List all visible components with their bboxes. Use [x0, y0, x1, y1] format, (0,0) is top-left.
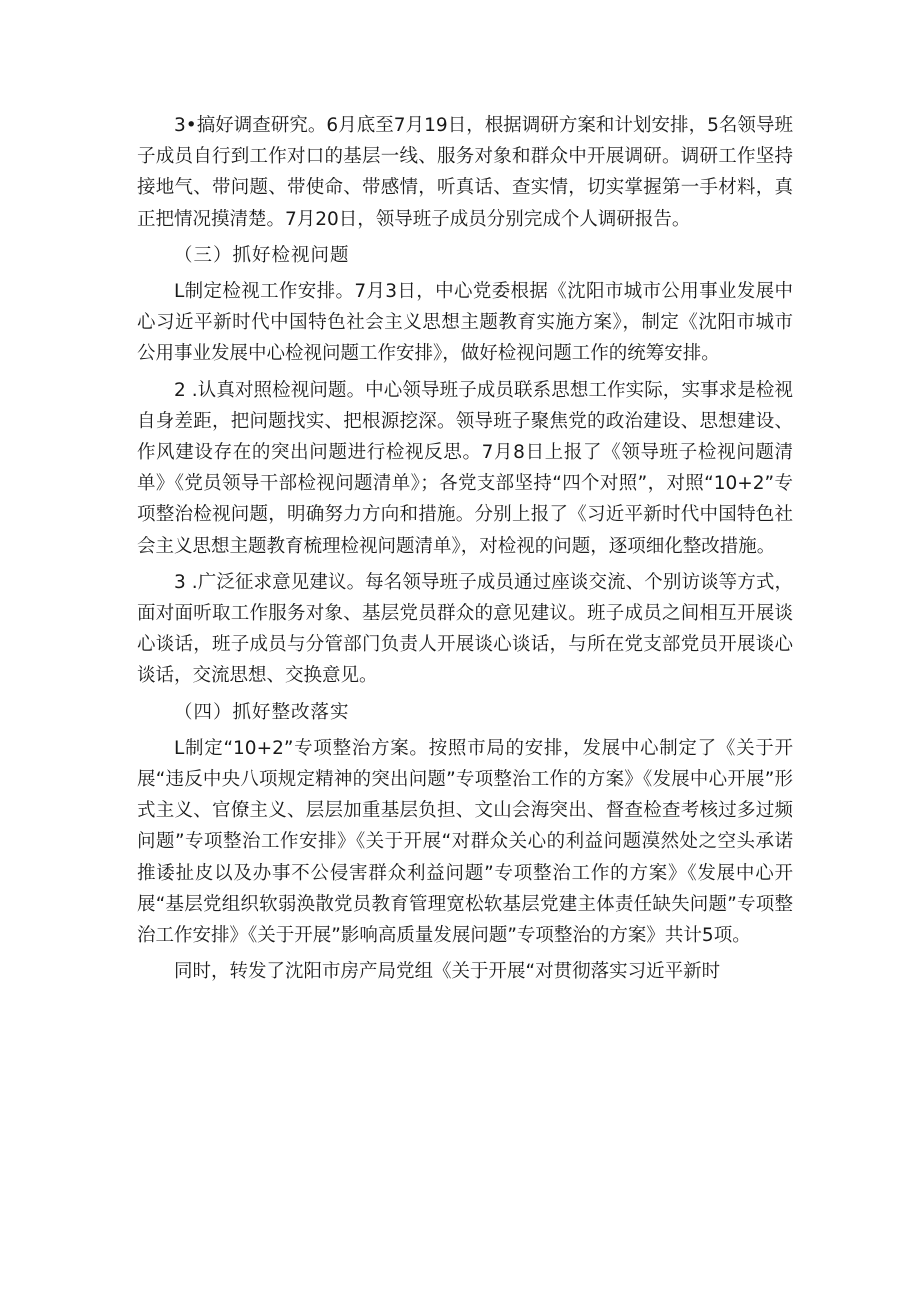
paragraph-solicit-opinions: 3 .广泛征求意见建议。每名领导班子成员通过座谈交流、个别访谈等方式，面对面听取工作服务对象、基层党员群众的意见建议。班子成员之间相互开展谈心谈话，班子成员与分管部门负责人开展谈心谈话，与所在党支部党员开展谈心谈话，交流思想、交换意见。	[137, 571, 793, 687]
section-heading-3: （三）抓好检视问题	[174, 244, 350, 266]
section-heading-4: （四）抓好整改落实	[174, 701, 350, 723]
paragraph-inspection-plan: L制定检视工作安排。7月3日，中心党委根据《沈阳市城市公用事业发展中心习近平新时代中国特色社会主义思想主题教育实施方案》，制定《沈阳市城市公用事业发展中心检视问题工作安排》，做好检视问题工作的统筹安排。	[137, 281, 793, 365]
paragraph-research: 3•搞好调查研究。6月底至7月19日，根据调研方案和计划安排，5名领导班子成员自行到工作对口的基层一线、服务对象和群众中开展调研。调研工作坚持接地气、带问题、带使命、带感情，听真话、查实情，切实掌握第一手材料，真正把情况摸清楚。7月20日，领导班子成员分别完成个人调研报告。	[137, 115, 793, 230]
paragraph-inspection-check: 2 .认真对照检视问题。中心领导班子成员联系思想工作实际，实事求是检视自身差距，把问题找实、把根源挖深。领导班子聚焦党的政治建设、思想建设、作风建设存在的突出问题进行检视反思。7月8日上报了《领导班子检视问题清单》《党员领导干部检视问题清单》；各党支部坚持“四个对照”，对照“10+2”专项整治检视问题，明确努力方向和措施。分别上报了《习近平新时代中国特色社会主义思想主题教育梳理检视问题清单》，对检视的问题，逐项细化整改措施。	[137, 379, 793, 557]
document-body	[137, 110, 793, 992]
paragraph-forwarded: 同时，转发了沈阳市房产局党组《关于开展“对贯彻落实习近平新时	[174, 961, 721, 983]
paragraph-rectification-plan: L制定“10+2”专项整治方案。按照市局的安排，发展中心制定了《关于开展“违反中央八项规定精神的突出问题”专项整治工作的方案》《发展中心开展”形式主义、官僚主义、层层加重基层负担、文山会海突出、督查检查考核过多过频问题”专项整治工作安排》《关于开展“对群众关心的利益问题漠然处之空头承诺推诿扯皮以及办事不公侵害群众利益问题”专项整治工作的方案》《发展中心开展“基层党组织软弱涣散党员教育管理宽松软基层党建主体责任缺失问题”专项整治工作安排》《关于开展”影响高质量发展问题”专项整治的方案》共计5项。	[137, 737, 793, 947]
